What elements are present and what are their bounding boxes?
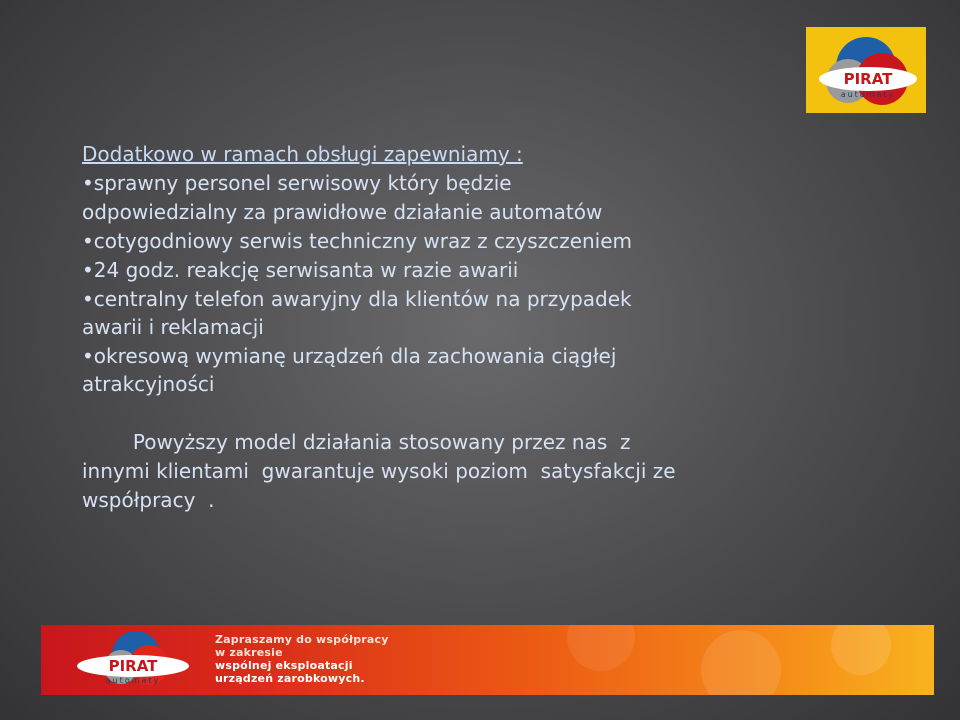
bullet-item: •cotygodniowy serwis techniczny wraz z czyszczeniem bbox=[82, 229, 633, 253]
bullet-item: •sprawny personel serwisowy który będzie bbox=[82, 171, 512, 195]
pirat-logo bbox=[806, 27, 926, 113]
heading-line: Dodatkowo w ramach obsługi zapewniamy : bbox=[82, 142, 523, 166]
banner-bubble bbox=[701, 630, 781, 695]
paragraph-line: Powyższy model działania stosowany przez nas z bbox=[82, 430, 631, 454]
banner-line: Zapraszamy do współpracy bbox=[215, 633, 389, 646]
banner-line: wspólnej eksploatacji bbox=[215, 659, 353, 672]
bullet-continuation: awarii i reklamacji bbox=[82, 315, 264, 339]
bullet-item: •okresową wymianę urządzeń dla zachowania ciągłej bbox=[82, 344, 617, 368]
bullet-continuation: atrakcyjności bbox=[82, 372, 215, 396]
banner-decor bbox=[41, 625, 934, 695]
paragraph-line: współpracy . bbox=[82, 488, 215, 512]
banner-bubble bbox=[567, 625, 635, 671]
bullet-item: •centralny telefon awaryjny dla klientów na przypadek bbox=[82, 287, 632, 311]
banner-line: urządzeń zarobkowych. bbox=[215, 672, 365, 685]
pirat-logo-graphic bbox=[806, 27, 926, 113]
banner-logo-sub-text: automaty bbox=[105, 676, 161, 685]
banner-logo-brand-text: PIRAT bbox=[108, 657, 158, 675]
logo-brand-text: PIRAT bbox=[843, 70, 893, 88]
banner-line: w zakresie bbox=[215, 646, 283, 659]
banner-logo bbox=[77, 631, 189, 685]
bottom-banner bbox=[41, 625, 934, 695]
bullet-continuation: odpowiedzialny za prawidłowe działanie automatów bbox=[82, 200, 603, 224]
banner-bubble bbox=[831, 625, 891, 675]
logo-sub-text: automaty bbox=[840, 90, 896, 99]
paragraph-line: innymi klientami gwarantuje wysoki poziom satysfakcji ze bbox=[82, 459, 676, 483]
bullet-item: •24 godz. reakcję serwisanta w razie awarii bbox=[82, 258, 519, 282]
